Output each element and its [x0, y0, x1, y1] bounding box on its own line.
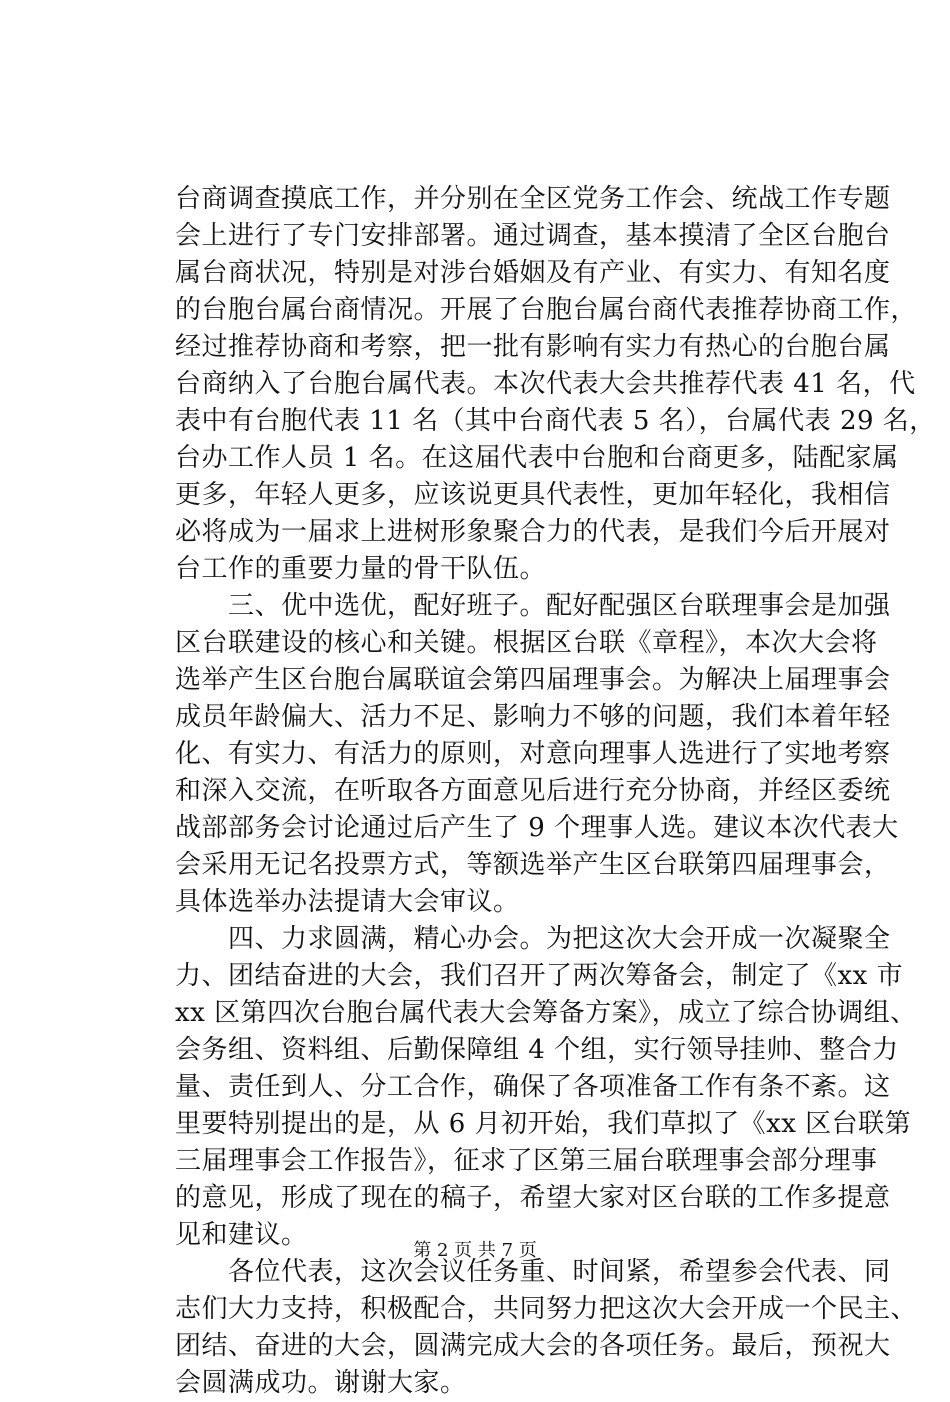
text-line: 台工作的重要力量的骨干队伍。 — [175, 554, 547, 584]
text-line: 选举产生区台胞台属联谊会第四届理事会。为解决上届理事会 — [175, 665, 891, 695]
text-line: 会务组、资料组、后勤保障组 4 个组，实行领导挂帅、整合力 — [175, 1035, 899, 1065]
text-line: 会上进行了专门安排部署。通过调查，基本摸清了全区台胞台 — [175, 221, 891, 251]
text-line: 更多，年轻人更多，应该说更具代表性，更加年轻化，我相信 — [175, 480, 891, 510]
text-line: 团结、奋进的大会，圆满完成大会的各项任务。最后，预祝大 — [175, 1331, 891, 1361]
text-line: xx 区第四次台胞台属代表大会筹备方案》，成立了综合协调组、 — [175, 998, 917, 1028]
text-line: 志们大力支持，积极配合，共同努力把这次大会开成一个民主、 — [175, 1294, 918, 1324]
text-line: 力、团结奋进的大会，我们召开了两次筹备会，制定了《xx 市 — [175, 961, 904, 991]
text-line: 表中有台胞代表 11 名（其中台商代表 5 名），台属代表 29 名， — [175, 406, 936, 436]
text-line: 成员年龄偏大、活力不足、影响力不够的问题，我们本着年轻 — [175, 702, 891, 732]
text-line: 会采用无记名投票方式，等额选举产生区台联第四届理事会， — [175, 850, 891, 880]
text-line: 会圆满成功。谢谢大家。 — [175, 1368, 467, 1398]
text-line: 各位代表，这次会议任务重、时间紧，希望参会代表、同 — [175, 1257, 891, 1287]
text-line: 量、责任到人、分工合作，确保了各项准备工作有条不紊。这 — [175, 1072, 891, 1102]
text-line: 区台联建设的核心和关键。根据区台联《章程》，本次大会将 — [175, 628, 878, 658]
text-line: 见和建议。 — [175, 1220, 308, 1250]
text-line: 的意见，形成了现在的稿子，希望大家对区台联的工作多提意 — [175, 1183, 891, 1213]
text-line: 四、力求圆满，精心办会。为把这次大会开成一次凝聚全 — [175, 924, 891, 954]
paragraph — [175, 588, 899, 921]
text-line: 和深入交流，在听取各方面意见后进行充分协商，并经区委统 — [175, 776, 891, 806]
page-footer — [0, 1240, 950, 1262]
text-line: 三届理事会工作报告》，征求了区第三届台联理事会部分理事 — [175, 1146, 878, 1176]
text-line: 具体选举办法提请大会审议。 — [175, 887, 520, 917]
text-line: 经过推荐协商和考察，把一批有影响有实力有热心的台胞台属 — [175, 332, 891, 362]
text-line: 战部部务会讨论通过后产生了 9 个理事人选。建议本次代表大 — [175, 813, 899, 843]
paragraph — [175, 181, 936, 588]
text-line: 化、有实力、有活力的原则，对意向理事人选进行了实地考察 — [175, 739, 891, 769]
text-line: 台商调查摸底工作，并分别在全区党务工作会、统战工作专题 — [175, 184, 891, 214]
text-line: 必将成为一届求上进树形象聚合力的代表，是我们今后开展对 — [175, 517, 891, 547]
text-line: 属台商状况，特别是对涉台婚姻及有产业、有实力、有知名度 — [175, 258, 891, 288]
document-body — [175, 181, 936, 1402]
text-line: 的台胞台属台商情况。开展了台胞台属台商代表推荐协商工作， — [175, 295, 918, 325]
paragraph — [175, 921, 917, 1254]
text-line: 三、优中选优，配好班子。配好配强区台联理事会是加强 — [175, 591, 891, 621]
text-line: 台办工作人员 1 名。在这届代表中台胞和台商更多，陆配家属 — [175, 443, 899, 473]
text-line: 里要特别提出的是，从 6 月初开始，我们草拟了《xx 区台联第 — [175, 1109, 912, 1139]
page-number-label: 第 2 页 共 7 页 — [413, 1240, 537, 1261]
paragraph — [175, 1254, 918, 1402]
text-line: 台商纳入了台胞台属代表。本次代表大会共推荐代表 41 名，代 — [175, 369, 916, 399]
